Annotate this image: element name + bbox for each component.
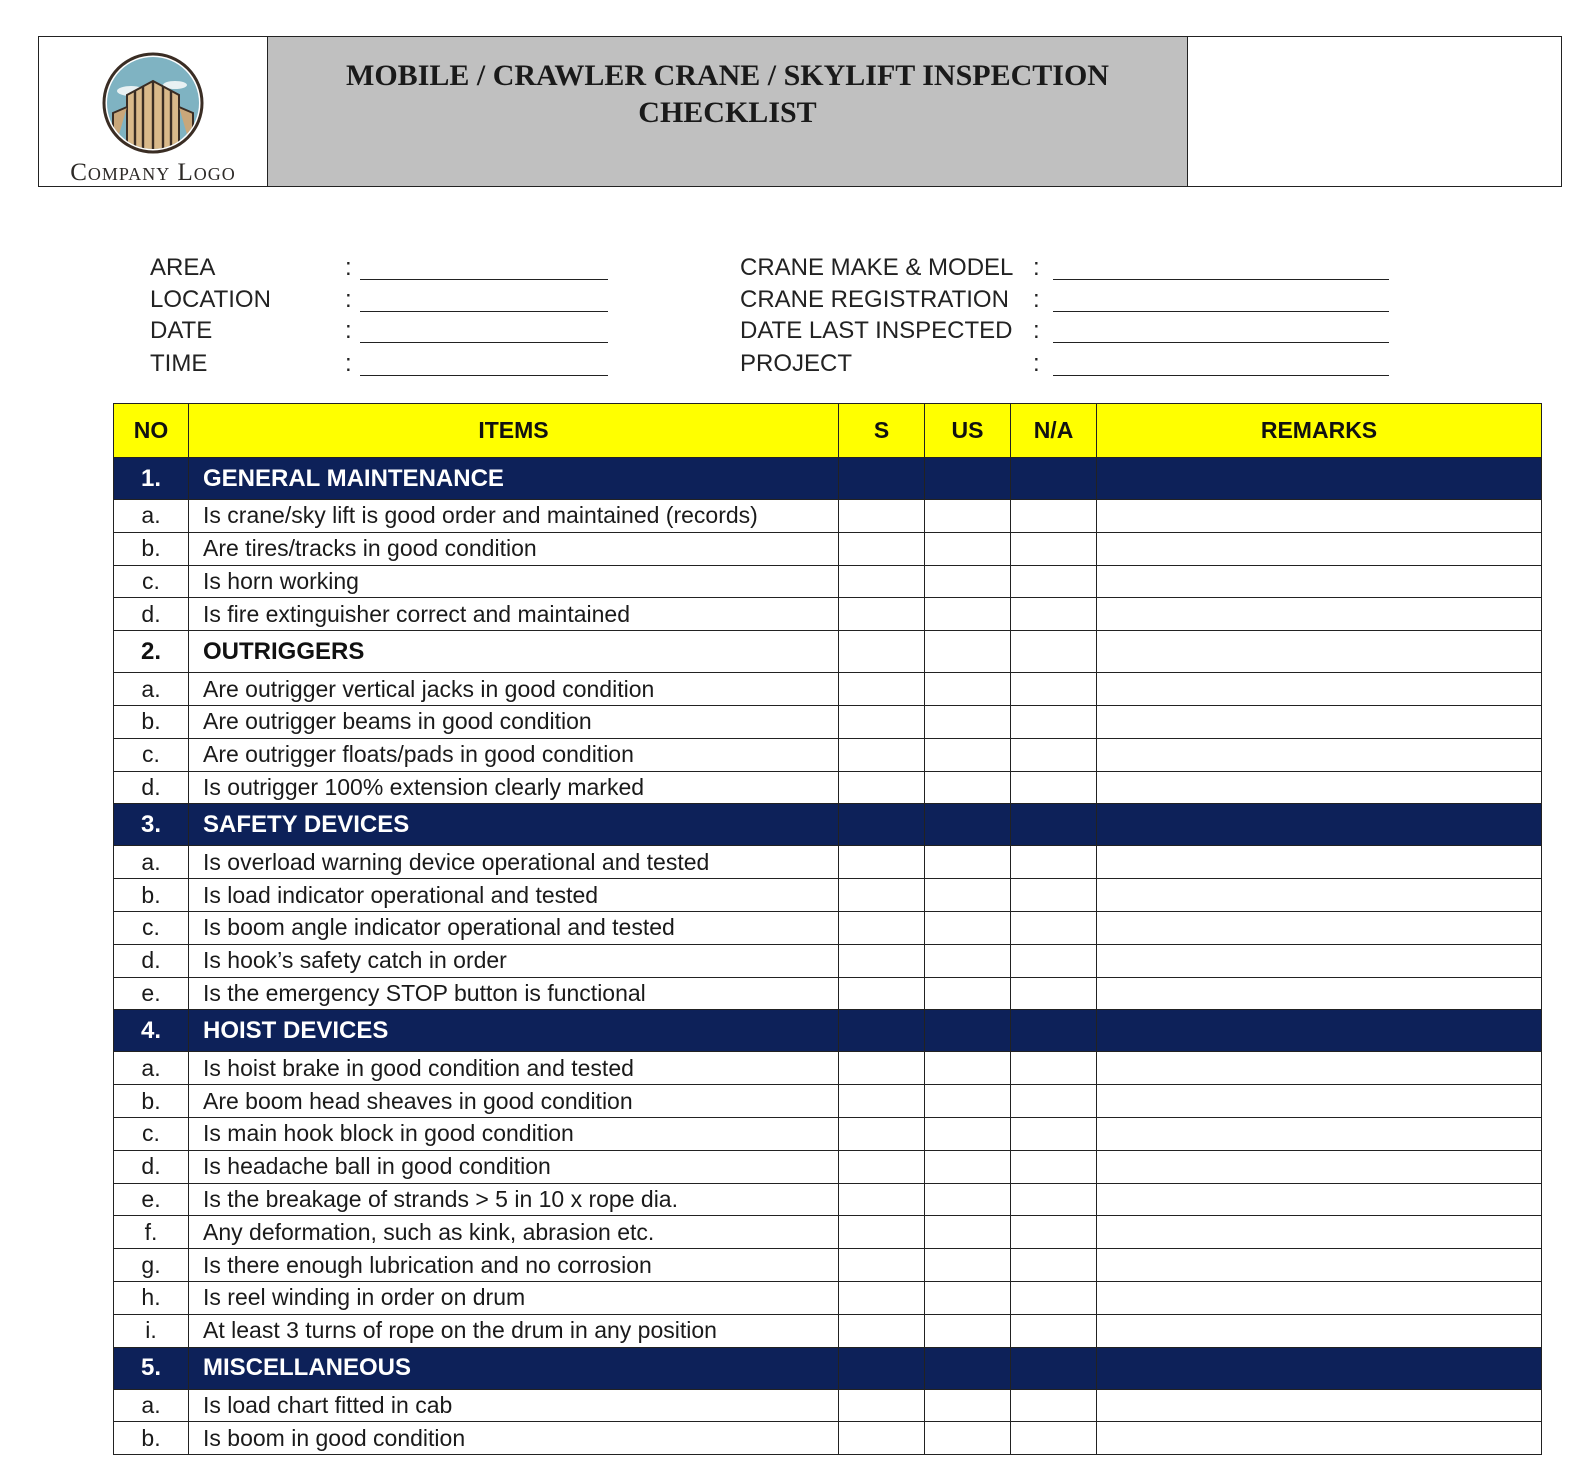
title-cell — [268, 37, 1188, 186]
check-us-cell[interactable] — [925, 673, 1011, 706]
table-row — [114, 1422, 1542, 1455]
check-us-cell[interactable] — [925, 1216, 1011, 1249]
check-na-cell[interactable] — [1011, 1085, 1097, 1118]
remarks-cell[interactable] — [1097, 1052, 1542, 1085]
table-row — [114, 500, 1542, 533]
check-us-cell[interactable] — [925, 977, 1011, 1010]
check-s-cell[interactable] — [839, 977, 925, 1010]
check-us-cell[interactable] — [925, 598, 1011, 631]
check-na-cell[interactable] — [1011, 1422, 1097, 1455]
remarks-cell[interactable] — [1097, 565, 1542, 598]
check-us-cell[interactable] — [925, 1281, 1011, 1314]
check-us-cell[interactable] — [925, 1085, 1011, 1118]
remarks-cell[interactable] — [1097, 846, 1542, 879]
table-row — [114, 879, 1542, 912]
remarks-cell[interactable] — [1097, 911, 1542, 944]
check-us-cell[interactable] — [925, 1314, 1011, 1347]
section-us-cell — [925, 458, 1011, 500]
section-title: OUTRIGGERS — [189, 631, 839, 673]
blank-header-cell — [1188, 37, 1561, 186]
remarks-cell[interactable] — [1097, 1183, 1542, 1216]
remarks-cell[interactable] — [1097, 1422, 1542, 1455]
section-us-cell — [925, 1010, 1011, 1052]
check-us-cell[interactable] — [925, 911, 1011, 944]
section-na-cell — [1011, 458, 1097, 500]
item-text: Is there enough lubrication and no corrosion — [189, 1249, 839, 1282]
section-number: 2. — [114, 631, 189, 673]
item-text: Is the breakage of strands > 5 in 10 x rope dia. — [189, 1183, 839, 1216]
section-s-cell — [839, 631, 925, 673]
check-us-cell[interactable] — [925, 1117, 1011, 1150]
check-s-cell[interactable] — [839, 1183, 925, 1216]
table-row — [114, 1281, 1542, 1314]
info-field-label: LOCATION — [150, 286, 271, 313]
item-letter: c. — [114, 1117, 189, 1150]
section-remarks-cell — [1097, 458, 1542, 500]
item-letter: g. — [114, 1249, 189, 1282]
info-field-label: PROJECT — [740, 350, 853, 377]
info-field-label: CRANE REGISTRATION — [740, 286, 1009, 313]
check-us-cell[interactable] — [925, 738, 1011, 771]
item-letter: a. — [114, 846, 189, 879]
section-us-cell — [925, 804, 1011, 846]
section-remarks-cell — [1097, 804, 1542, 846]
item-letter: b. — [114, 1085, 189, 1118]
header-items: ITEMS — [189, 404, 839, 458]
info-field-row — [0, 282, 1588, 314]
check-na-cell[interactable] — [1011, 977, 1097, 1010]
check-s-cell[interactable] — [839, 1085, 925, 1118]
company-logo-icon — [101, 51, 205, 155]
check-us-cell[interactable] — [925, 1183, 1011, 1216]
item-letter: b. — [114, 705, 189, 738]
check-us-cell[interactable] — [925, 944, 1011, 977]
check-s-cell[interactable] — [839, 738, 925, 771]
remarks-cell[interactable] — [1097, 598, 1542, 631]
section-header-row — [114, 804, 1542, 846]
item-text: Is the emergency STOP button is functional — [189, 977, 839, 1010]
section-s-cell — [839, 458, 925, 500]
section-number: 3. — [114, 804, 189, 846]
info-field-label: DATE — [150, 317, 213, 344]
check-s-cell[interactable] — [839, 565, 925, 598]
check-us-cell[interactable] — [925, 565, 1011, 598]
section-na-cell — [1011, 631, 1097, 673]
table-row — [114, 1249, 1542, 1282]
check-na-cell[interactable] — [1011, 1216, 1097, 1249]
remarks-cell[interactable] — [1097, 1117, 1542, 1150]
remarks-cell[interactable] — [1097, 1281, 1542, 1314]
remarks-cell[interactable] — [1097, 738, 1542, 771]
section-title: MISCELLANEOUS — [189, 1347, 839, 1389]
check-us-cell[interactable] — [925, 1389, 1011, 1422]
table-row — [114, 1085, 1542, 1118]
info-field-input[interactable] — [1053, 351, 1389, 376]
item-letter: d. — [114, 944, 189, 977]
check-us-cell[interactable] — [925, 500, 1011, 533]
check-s-cell[interactable] — [839, 1216, 925, 1249]
header-na: N/A — [1011, 404, 1097, 458]
info-field-colon: : — [345, 286, 352, 313]
remarks-cell[interactable] — [1097, 1249, 1542, 1282]
item-text: Is main hook block in good condition — [189, 1117, 839, 1150]
item-letter: b. — [114, 879, 189, 912]
section-number: 1. — [114, 458, 189, 500]
check-s-cell[interactable] — [839, 1422, 925, 1455]
section-na-cell — [1011, 804, 1097, 846]
table-row — [114, 911, 1542, 944]
info-field-colon: : — [1033, 317, 1040, 344]
item-letter: c. — [114, 565, 189, 598]
item-text: Is hoist brake in good condition and tested — [189, 1052, 839, 1085]
info-field-row — [0, 250, 1588, 282]
info-field-colon: : — [1033, 254, 1040, 281]
info-field-input[interactable] — [1053, 318, 1389, 343]
table-row — [114, 1314, 1542, 1347]
check-us-cell[interactable] — [925, 532, 1011, 565]
item-letter: c. — [114, 911, 189, 944]
item-text: Are tires/tracks in good condition — [189, 532, 839, 565]
section-number: 4. — [114, 1010, 189, 1052]
item-text: Is fire extinguisher correct and maintained — [189, 598, 839, 631]
table-row — [114, 944, 1542, 977]
table-row — [114, 532, 1542, 565]
remarks-cell[interactable] — [1097, 532, 1542, 565]
info-field-colon: : — [1033, 350, 1040, 377]
item-letter: f. — [114, 1216, 189, 1249]
remarks-cell[interactable] — [1097, 771, 1542, 804]
info-field-colon: : — [345, 254, 352, 281]
check-us-cell[interactable] — [925, 879, 1011, 912]
section-us-cell — [925, 631, 1011, 673]
check-s-cell[interactable] — [839, 1389, 925, 1422]
section-na-cell — [1011, 1010, 1097, 1052]
section-remarks-cell — [1097, 1347, 1542, 1389]
check-na-cell[interactable] — [1011, 879, 1097, 912]
check-na-cell[interactable] — [1011, 1281, 1097, 1314]
table-row — [114, 1389, 1542, 1422]
table-header-row — [114, 404, 1542, 458]
check-s-cell[interactable] — [839, 771, 925, 804]
check-s-cell[interactable] — [839, 1314, 925, 1347]
document-title: MOBILE / CRAWLER CRANE / SKYLIFT INSPECTION CHECKLIST — [346, 59, 1109, 129]
item-text: At least 3 turns of rope on the drum in any position — [189, 1314, 839, 1347]
check-na-cell[interactable] — [1011, 1249, 1097, 1282]
item-text: Is horn working — [189, 565, 839, 598]
table-row — [114, 771, 1542, 804]
check-us-cell[interactable] — [925, 846, 1011, 879]
check-s-cell[interactable] — [839, 1249, 925, 1282]
item-text: Is reel winding in order on drum — [189, 1281, 839, 1314]
section-remarks-cell — [1097, 631, 1542, 673]
remarks-cell[interactable] — [1097, 879, 1542, 912]
check-s-cell[interactable] — [839, 846, 925, 879]
check-s-cell[interactable] — [839, 944, 925, 977]
item-letter: d. — [114, 598, 189, 631]
info-field-input[interactable] — [1053, 287, 1389, 312]
remarks-cell[interactable] — [1097, 1314, 1542, 1347]
info-field-colon: : — [345, 317, 352, 344]
section-s-cell — [839, 1347, 925, 1389]
inspection-table — [113, 403, 1542, 1455]
table-row — [114, 846, 1542, 879]
check-na-cell[interactable] — [1011, 1314, 1097, 1347]
item-text: Is overload warning device operational and tested — [189, 846, 839, 879]
item-text: Are outrigger floats/pads in good condition — [189, 738, 839, 771]
info-field-label: DATE LAST INSPECTED — [740, 317, 1013, 344]
item-text: Any deformation, such as kink, abrasion etc. — [189, 1216, 839, 1249]
check-na-cell[interactable] — [1011, 1150, 1097, 1183]
check-na-cell[interactable] — [1011, 500, 1097, 533]
section-header-row — [114, 1347, 1542, 1389]
section-na-cell — [1011, 1347, 1097, 1389]
info-field-row — [0, 313, 1588, 345]
check-na-cell[interactable] — [1011, 532, 1097, 565]
check-na-cell[interactable] — [1011, 565, 1097, 598]
remarks-cell[interactable] — [1097, 1389, 1542, 1422]
section-header-row — [114, 631, 1542, 673]
info-field-label: CRANE MAKE & MODEL — [740, 254, 1014, 281]
check-s-cell[interactable] — [839, 598, 925, 631]
section-remarks-cell — [1097, 1010, 1542, 1052]
check-na-cell[interactable] — [1011, 911, 1097, 944]
check-na-cell[interactable] — [1011, 598, 1097, 631]
check-s-cell[interactable] — [839, 1150, 925, 1183]
check-s-cell[interactable] — [839, 1117, 925, 1150]
check-na-cell[interactable] — [1011, 705, 1097, 738]
header-us: US — [925, 404, 1011, 458]
item-letter: h. — [114, 1281, 189, 1314]
remarks-cell[interactable] — [1097, 673, 1542, 706]
remarks-cell[interactable] — [1097, 944, 1542, 977]
check-na-cell[interactable] — [1011, 846, 1097, 879]
section-number: 5. — [114, 1347, 189, 1389]
remarks-cell[interactable] — [1097, 500, 1542, 533]
check-na-cell[interactable] — [1011, 1117, 1097, 1150]
remarks-cell[interactable] — [1097, 1150, 1542, 1183]
document-header — [38, 36, 1562, 187]
table-row — [114, 1150, 1542, 1183]
table-row — [114, 1183, 1542, 1216]
item-text: Is crane/sky lift is good order and maintained (records) — [189, 500, 839, 533]
check-s-cell[interactable] — [839, 673, 925, 706]
section-header-row — [114, 458, 1542, 500]
remarks-cell[interactable] — [1097, 977, 1542, 1010]
info-field-colon: : — [345, 350, 352, 377]
item-letter: b. — [114, 1422, 189, 1455]
check-us-cell[interactable] — [925, 1422, 1011, 1455]
item-letter: a. — [114, 1052, 189, 1085]
section-s-cell — [839, 804, 925, 846]
table-row — [114, 977, 1542, 1010]
item-text: Is load chart fitted in cab — [189, 1389, 839, 1422]
item-letter: e. — [114, 977, 189, 1010]
check-na-cell[interactable] — [1011, 944, 1097, 977]
check-na-cell[interactable] — [1011, 1052, 1097, 1085]
check-us-cell[interactable] — [925, 1249, 1011, 1282]
remarks-cell[interactable] — [1097, 1216, 1542, 1249]
header-remarks: REMARKS — [1097, 404, 1542, 458]
info-field-input[interactable] — [1053, 255, 1389, 280]
remarks-cell[interactable] — [1097, 1085, 1542, 1118]
table-row — [114, 673, 1542, 706]
check-na-cell[interactable] — [1011, 738, 1097, 771]
section-us-cell — [925, 1347, 1011, 1389]
table-row — [114, 565, 1542, 598]
check-us-cell[interactable] — [925, 705, 1011, 738]
item-text: Is boom angle indicator operational and tested — [189, 911, 839, 944]
item-letter: d. — [114, 1150, 189, 1183]
section-s-cell — [839, 1010, 925, 1052]
item-text: Is headache ball in good condition — [189, 1150, 839, 1183]
company-logo-text: Company Logo — [70, 159, 236, 186]
item-letter: b. — [114, 532, 189, 565]
table-row — [114, 705, 1542, 738]
item-letter: a. — [114, 673, 189, 706]
section-title: GENERAL MAINTENANCE — [189, 458, 839, 500]
table-row — [114, 1052, 1542, 1085]
check-us-cell[interactable] — [925, 1052, 1011, 1085]
item-letter: e. — [114, 1183, 189, 1216]
item-letter: a. — [114, 1389, 189, 1422]
item-text: Are outrigger beams in good condition — [189, 705, 839, 738]
check-s-cell[interactable] — [839, 879, 925, 912]
check-us-cell[interactable] — [925, 1150, 1011, 1183]
header-no: NO — [114, 404, 189, 458]
check-s-cell[interactable] — [839, 1052, 925, 1085]
item-text: Are outrigger vertical jacks in good condition — [189, 673, 839, 706]
item-text: Is load indicator operational and tested — [189, 879, 839, 912]
check-us-cell[interactable] — [925, 771, 1011, 804]
table-row — [114, 1117, 1542, 1150]
item-letter: d. — [114, 771, 189, 804]
item-text: Is boom in good condition — [189, 1422, 839, 1455]
table-row — [114, 738, 1542, 771]
check-na-cell[interactable] — [1011, 1183, 1097, 1216]
item-letter: c. — [114, 738, 189, 771]
check-s-cell[interactable] — [839, 705, 925, 738]
check-na-cell[interactable] — [1011, 771, 1097, 804]
item-text: Is hook’s safety catch in order — [189, 944, 839, 977]
check-na-cell[interactable] — [1011, 673, 1097, 706]
check-s-cell[interactable] — [839, 532, 925, 565]
item-text: Are boom head sheaves in good condition — [189, 1085, 839, 1118]
check-s-cell[interactable] — [839, 911, 925, 944]
item-text: Is outrigger 100% extension clearly marked — [189, 771, 839, 804]
item-letter: a. — [114, 500, 189, 533]
table-row — [114, 598, 1542, 631]
info-field-row — [0, 346, 1588, 378]
check-s-cell[interactable] — [839, 500, 925, 533]
table-row — [114, 1216, 1542, 1249]
section-title: HOIST DEVICES — [189, 1010, 839, 1052]
info-field-label: AREA — [150, 254, 216, 281]
logo-cell — [39, 37, 268, 186]
info-field-colon: : — [1033, 286, 1040, 313]
section-header-row — [114, 1010, 1542, 1052]
header-s: S — [839, 404, 925, 458]
check-na-cell[interactable] — [1011, 1389, 1097, 1422]
info-field-label: TIME — [150, 350, 208, 377]
item-letter: i. — [114, 1314, 189, 1347]
check-s-cell[interactable] — [839, 1281, 925, 1314]
section-title: SAFETY DEVICES — [189, 804, 839, 846]
remarks-cell[interactable] — [1097, 705, 1542, 738]
